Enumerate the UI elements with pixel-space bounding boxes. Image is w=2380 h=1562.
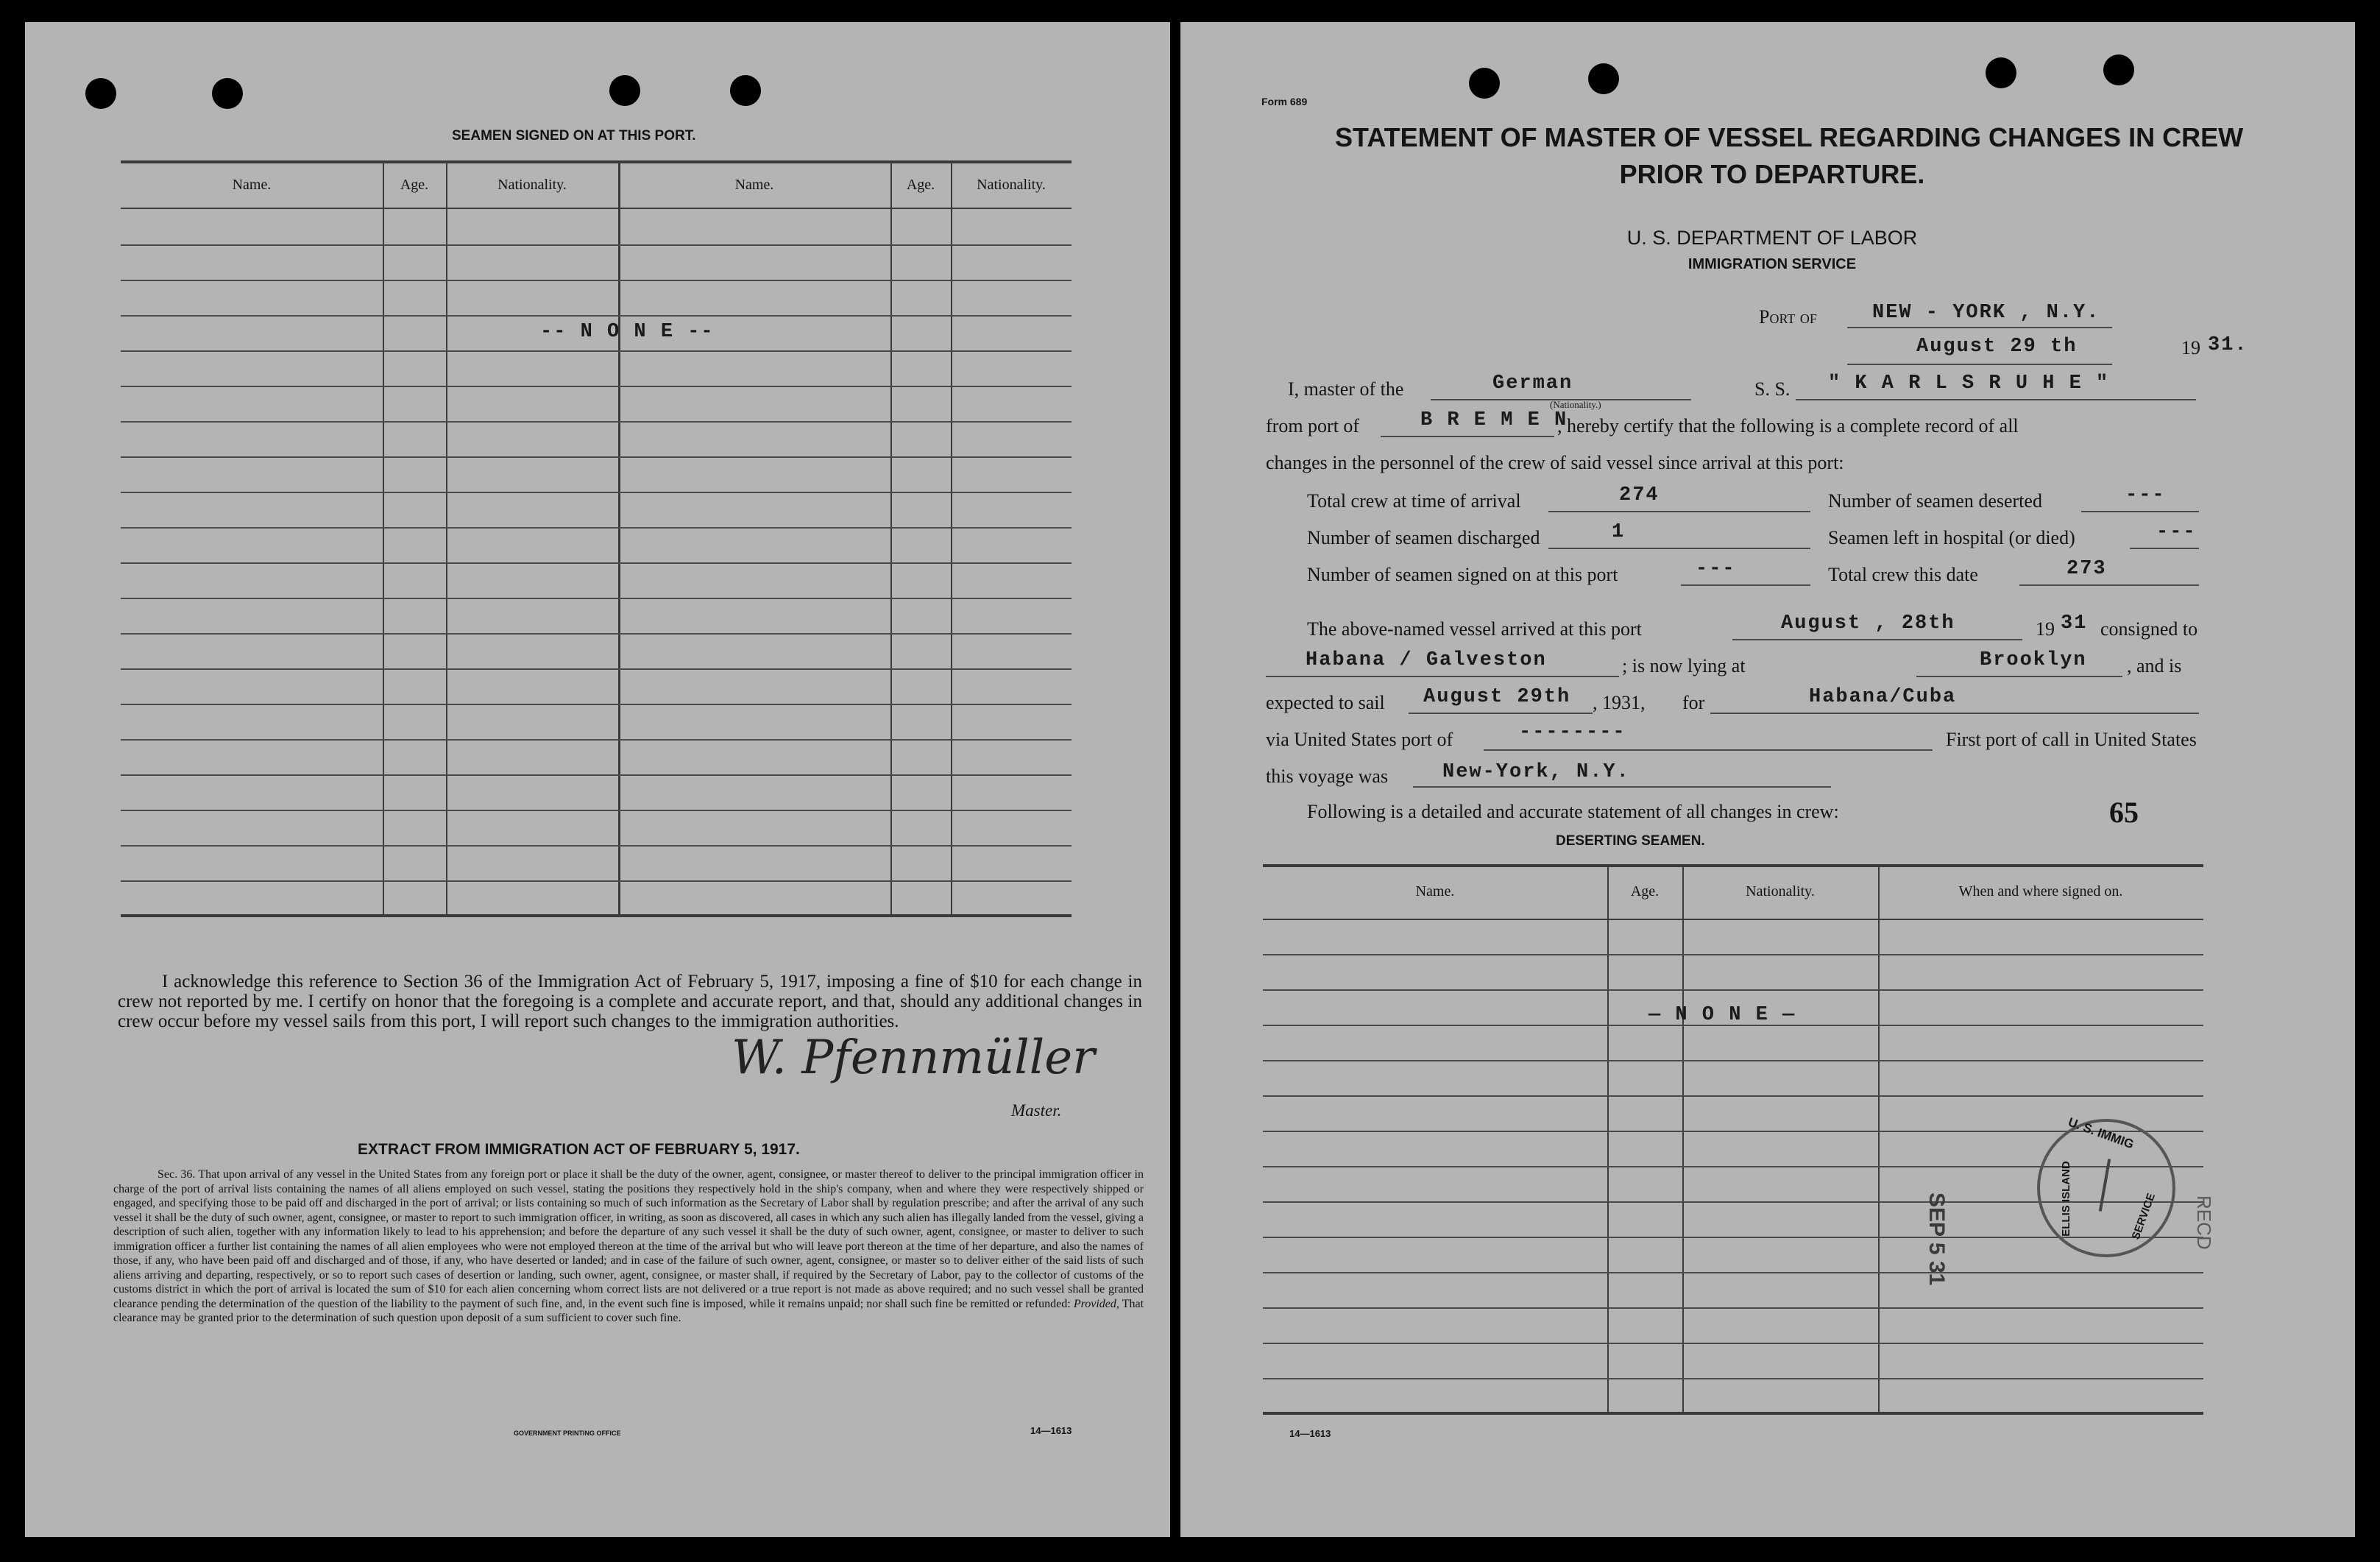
punch-hole [730, 75, 761, 106]
punch-hole [1469, 68, 1500, 99]
master-signature: W. Pfennmüller [732, 1031, 1095, 1085]
title-line-1: STATEMENT OF MASTER OF VESSEL REGARDING CHANGES IN CREW [1335, 122, 2244, 152]
port-label: Port of [1759, 306, 1817, 328]
expected-value: August 29th [1423, 686, 1571, 708]
hospital-label: Seamen left in hospital (or died) [1828, 527, 2075, 548]
seamen-discharged-value: 1 [1612, 521, 1626, 543]
seamen-deserted-value: --- [2125, 484, 2166, 506]
total-crew-date-label: Total crew this date [1828, 564, 1978, 585]
first-port-label: First port of call in United States [1946, 729, 2197, 750]
consigned-label: consigned to [2100, 618, 2198, 640]
col-header: Age. [400, 177, 429, 193]
port-value: NEW - YORK , N.Y. [1872, 302, 2100, 324]
total-crew-arrival-label: Total crew at time of arrival [1307, 490, 1521, 512]
form-code: 14—1613 [1030, 1425, 1072, 1436]
col-header: Name. [1415, 883, 1455, 900]
arrived-year-suffix: 31 [2061, 612, 2088, 635]
arrived-value: August , 28th [1781, 612, 1955, 635]
via-value: -------- [1519, 721, 1626, 743]
ss-label: S. S. [1754, 378, 1791, 400]
col-header: Age. [1630, 883, 1660, 900]
department: U. S. DEPARTMENT OF LABOR [1626, 227, 1918, 249]
stamp-text-bottom: ELLIS ISLAND [2059, 1161, 2072, 1237]
signed-on-value: --- [1696, 558, 1736, 580]
left-page [25, 22, 1170, 1537]
punch-hole [85, 78, 116, 109]
changes-text: changes in the personnel of the crew of said vessel since arrival at this port: [1266, 452, 1844, 473]
year-suffix: 31. [2208, 334, 2248, 356]
voyage-label: this voyage was [1266, 766, 1389, 787]
voyage-value: New-York, N.Y. [1442, 761, 1630, 783]
expected-label: expected to sail [1266, 692, 1385, 713]
stamp-date: SEP 5 31 [1924, 1192, 1949, 1286]
extract-title: EXTRACT FROM IMMIGRATION ACT OF FEBRUARY 5, 1917. [358, 1141, 800, 1158]
ship-name-value: " K A R L S R U H E " [1828, 372, 2110, 395]
date-value: August 29 th [1916, 336, 2078, 358]
arrived-label: The above-named vessel arrived at this port [1307, 618, 1642, 640]
form-number: Form 689 [1261, 96, 1308, 107]
year-prefix: 19 [2181, 337, 2200, 358]
punch-hole [212, 78, 243, 109]
punch-hole [2103, 54, 2134, 85]
lying-label: ; is now lying at [1622, 655, 1746, 676]
lying-value: Brooklyn [1980, 649, 2087, 671]
received-mark: RECD [2193, 1195, 2215, 1250]
for-label: for [1682, 692, 1705, 713]
nationality-caption: (Nationality.) [1550, 399, 1601, 410]
stamp-text-side: SERVICE [2129, 1191, 2158, 1242]
col-header: Nationality. [977, 177, 1046, 193]
seamen-deserted-label: Number of seamen deserted [1828, 490, 2042, 512]
consigned-value: Habana / Galveston [1306, 649, 1547, 671]
following-label: Following is a detailed and accurate statement of all changes in crew: [1307, 801, 1839, 822]
arrived-year-prefix: 19 [2036, 618, 2055, 640]
signed-on-label: Number of seamen signed on at this port [1307, 564, 1618, 585]
deserting-title: DESERTING SEAMEN. [1556, 833, 1705, 849]
col-header: Name. [232, 177, 272, 193]
col-header: Name. [734, 177, 774, 193]
punch-hole [1986, 57, 2016, 88]
printer-mark: GOVERNMENT PRINTING OFFICE [514, 1430, 621, 1437]
stamp-center-mark [2099, 1159, 2111, 1212]
col-header: Age. [906, 177, 935, 193]
punch-hole [609, 75, 640, 106]
right-page [1180, 22, 2355, 1537]
from-port-label: from port of [1266, 415, 1360, 437]
total-crew-arrival-value: 274 [1619, 484, 1660, 506]
service: IMMIGRATION SERVICE [1687, 256, 1857, 272]
col-header: Nationality. [1746, 883, 1815, 900]
col-header: When and where signed on. [1958, 883, 2123, 900]
section-title: SEAMEN SIGNED ON AT THIS PORT. [452, 128, 696, 144]
ellis-island-stamp [2037, 1114, 2175, 1257]
certify-text: , hereby certify that the following is a complete record of all [1557, 415, 2019, 437]
hospital-value: --- [2156, 521, 2197, 543]
total-crew-date-value: 273 [2066, 558, 2107, 580]
master-label: Master. [1011, 1101, 1062, 1120]
stamp-text-top: U. S. IMMIG [2066, 1114, 2136, 1152]
table-entry-none: -- N O N E -- [540, 321, 715, 343]
via-label: via United States port of [1266, 729, 1453, 750]
for-value: Habana/Cuba [1809, 686, 1957, 708]
extract-text: Sec. 36. That upon arrival of any vessel in the United States from any foreign port or place it shall be the duty of the owner, agent, consignee, or master thereof to deliver to the principal immigration officer in charge of the port of arrival lists containing the names of all aliens employed on such vessel, stating the positions they respectively hold in the ship's company, when and where they were respectively shipped or engaged, and specifying those to be paid off and discharged in the port of arrival; or lists containing so much of such information as the Secretary of Labor shall by regulation prescribe; and after the arrival of any such vessel it shall be the duty of such owner, agent, consignee, or master to report to such immigration officer, in writing, as soon as discovered, all cases in which any such alien has illegally landed from the vessel, giving a description of such alien, together with any information likely to lead to his apprehension; and before the departure of any such vessel it shall be the duty of such owner, agent, consignee, or master to deliver to such immigration officer a further list containing the names of all alien employees who were not employed thereon at the time of the arrival but who will leave port thereon at the time of her departure, and also the names of those, if any, who have been paid off and discharged and of those, if any, who have deserted or landed; and in case of the failure of such owner, agent, consignee, or master so to deliver either of the said lists of such aliens arriving and departing, respectively, or so to report such cases of desertion or landing, such owner, agent, consignee, or master shall, if required by the Secretary of Labor, pay to the collector of customs of the customs district in which the port of arrival is located the sum of $10 for each alien concerning whom correct lists are not delivered or a true report is not made as above required; and no such vessel shall be granted clearance pending the determination of the question of the liability to the payment of such fine, and, in the event such fine is imposed, while it remains unpaid; nor shall such fine be remitted or refunded: Provided, That clearance may be granted prior to the determination of such question upon deposit of a sum sufficient to cover such fine. [113, 1168, 1144, 1324]
and-is-text: , and is [2127, 655, 2182, 676]
title-line-2: PRIOR TO DEPARTURE. [1619, 159, 1925, 189]
table-entry-none: — N O N E — [1648, 1004, 1796, 1026]
from-port-value: B R E M E N [1420, 409, 1568, 431]
seamen-discharged-label: Number of seamen discharged [1307, 527, 1540, 548]
nationality-value: German [1492, 372, 1573, 395]
form-code: 14—1613 [1289, 1428, 1331, 1439]
punch-hole [1588, 63, 1619, 94]
acknowledgement-text: I acknowledge this reference to Section 36 of the Immigration Act of February 5, 1917, imposing a fine of $10 for each change in crew not reported by me. I certify on honor that the foregoing is a complete and accurate report, and that, should any additional changes in crew occur before my vessel sails from this port, I will report such changes to the immigration authorities. [118, 972, 1142, 1031]
master-of-label: I, master of the [1288, 378, 1404, 400]
col-header: Nationality. [497, 177, 567, 193]
page-number: 65 [2109, 796, 2139, 829]
expected-year: , 1931, [1593, 692, 1646, 713]
